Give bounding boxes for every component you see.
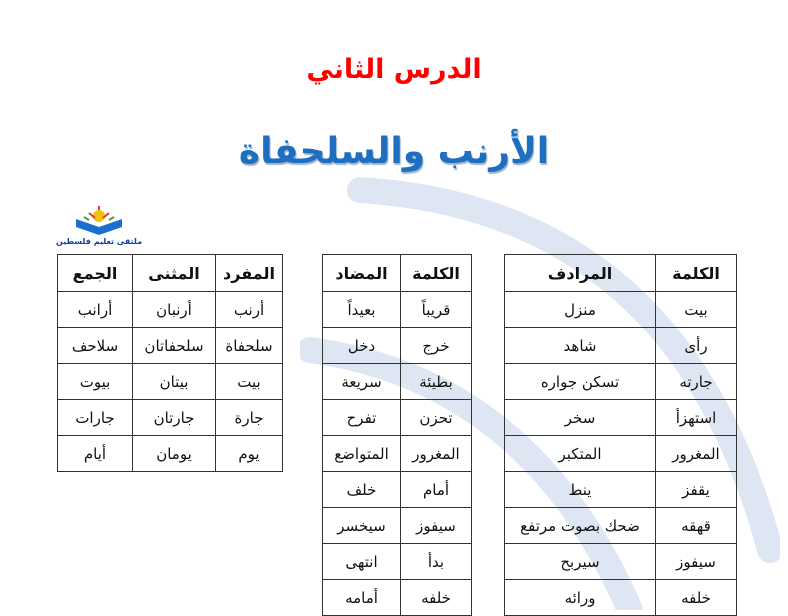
opposite-cell: انتهى xyxy=(323,544,401,580)
site-logo xyxy=(56,205,142,251)
word-cell: بيت xyxy=(656,292,737,328)
word-cell: قريباً xyxy=(401,292,472,328)
opposite-cell: سيخسر xyxy=(323,508,401,544)
synonym-cell: منزل xyxy=(505,292,656,328)
antonyms-header-opposite: المضاد xyxy=(323,255,401,292)
word-cell: خلفه xyxy=(401,580,472,616)
opposite-cell: أمامه xyxy=(323,580,401,616)
table-row xyxy=(323,436,472,472)
book-logo-icon xyxy=(56,205,142,239)
table-row xyxy=(505,400,737,436)
table-row xyxy=(323,328,472,364)
table-row xyxy=(505,472,737,508)
word-cell: خلفه xyxy=(656,580,737,616)
table-row xyxy=(323,292,472,328)
dual-cell: أرنبان xyxy=(133,292,216,328)
synonyms-header-synonym: المرادف xyxy=(505,255,656,292)
lesson-title: الدرس الثاني xyxy=(306,54,482,85)
word-cell: سيفوز xyxy=(656,544,737,580)
plural-cell: سلاحف xyxy=(58,328,133,364)
synonym-cell: سخر xyxy=(505,400,656,436)
word-cell: المغرور xyxy=(656,436,737,472)
plural-cell: أيام xyxy=(58,436,133,472)
word-cell: بطيئة xyxy=(401,364,472,400)
word-cell: المغرور xyxy=(401,436,472,472)
antonyms-header-word: الكلمة xyxy=(401,255,472,292)
table-row xyxy=(323,508,472,544)
dual-cell: سلحفاتان xyxy=(133,328,216,364)
story-title: الأرنب والسلحفاة xyxy=(238,131,550,172)
word-cell: قهقه xyxy=(656,508,737,544)
synonym-cell: المتكبر xyxy=(505,436,656,472)
synonyms-table xyxy=(504,254,737,616)
singular-cell: بيت xyxy=(216,364,283,400)
singular-cell: سلحفاة xyxy=(216,328,283,364)
opposite-cell: المتواضع xyxy=(323,436,401,472)
plural-cell: جارات xyxy=(58,400,133,436)
word-cell: يقفز xyxy=(656,472,737,508)
table-row xyxy=(58,292,283,328)
synonym-cell: سيربح xyxy=(505,544,656,580)
dual-cell: يومان xyxy=(133,436,216,472)
opposite-cell: تفرح xyxy=(323,400,401,436)
plurals-header-singular: المفرد xyxy=(216,255,283,292)
table-row xyxy=(58,364,283,400)
opposite-cell: بعيداً xyxy=(323,292,401,328)
singular-cell: أرنب xyxy=(216,292,283,328)
dual-cell: بيتان xyxy=(133,364,216,400)
table-row xyxy=(323,400,472,436)
opposite-cell: سريعة xyxy=(323,364,401,400)
table-row xyxy=(58,328,283,364)
table-row xyxy=(58,400,283,436)
word-cell: رأى xyxy=(656,328,737,364)
synonym-cell: شاهد xyxy=(505,328,656,364)
table-row xyxy=(505,580,737,616)
opposite-cell: خلف xyxy=(323,472,401,508)
word-cell: جارته xyxy=(656,364,737,400)
word-cell: أمام xyxy=(401,472,472,508)
synonyms-header-word: الكلمة xyxy=(656,255,737,292)
synonym-cell: تسكن جواره xyxy=(505,364,656,400)
table-row xyxy=(505,544,737,580)
table-row xyxy=(505,436,737,472)
table-row xyxy=(505,364,737,400)
table-row xyxy=(505,292,737,328)
table-row xyxy=(58,436,283,472)
word-cell: سيفوز xyxy=(401,508,472,544)
plurals-table xyxy=(57,254,283,472)
plurals-header-dual: المثنى xyxy=(133,255,216,292)
table-row xyxy=(323,544,472,580)
singular-cell: جارة xyxy=(216,400,283,436)
synonym-cell: ينط xyxy=(505,472,656,508)
opposite-cell: دخل xyxy=(323,328,401,364)
dual-cell: جارتان xyxy=(133,400,216,436)
plurals-header-plural: الجمع xyxy=(58,255,133,292)
word-cell: استهزأ xyxy=(656,400,737,436)
word-cell: تحزن xyxy=(401,400,472,436)
synonym-cell: ورائه xyxy=(505,580,656,616)
table-row xyxy=(323,364,472,400)
table-row xyxy=(323,580,472,616)
word-cell: بدأ xyxy=(401,544,472,580)
table-row xyxy=(323,472,472,508)
logo-caption: ملتقى تعليم فلسطين xyxy=(56,237,143,246)
singular-cell: يوم xyxy=(216,436,283,472)
synonym-cell: ضحك بصوت مرتفع xyxy=(505,508,656,544)
antonyms-table xyxy=(322,254,472,616)
plural-cell: أرانب xyxy=(58,292,133,328)
table-row xyxy=(505,508,737,544)
word-cell: خرج xyxy=(401,328,472,364)
plural-cell: بيوت xyxy=(58,364,133,400)
table-row xyxy=(505,328,737,364)
